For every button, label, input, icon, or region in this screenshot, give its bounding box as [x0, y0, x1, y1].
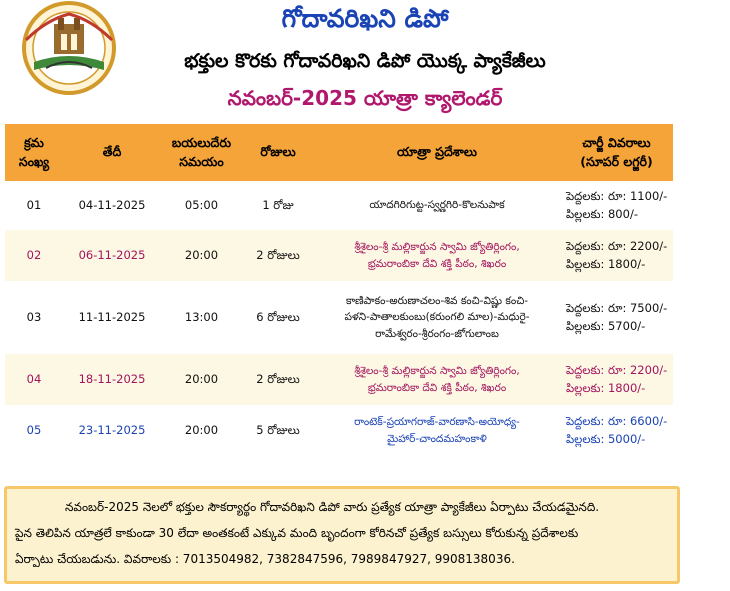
col-header-charges — [560, 124, 673, 181]
packages-subtitle: భక్తుల కొరకు గోదావరిఖని డిపో యొక్క ప్యాకేజీలు — [184, 50, 546, 72]
note-line: పైన తెలిపిన యాత్రలే కాకుండా 30 లేదా అంతకంటే ఎక్కువ మంది బృందంగా కోరినచో ప్రత్యేక బస్సులు కోరుకున్న ప్రదేశాలకు — [15, 526, 579, 540]
col-header-sno — [5, 124, 63, 181]
cell-days: 2 రోజులు — [256, 247, 300, 262]
table-header-row — [5, 124, 673, 181]
place-line: రామేశ్వరం-శ్రీరంగం-జోగులాంబ — [375, 327, 499, 340]
cell-days: 2 రోజులు — [256, 371, 300, 386]
info-note-box — [4, 486, 680, 584]
cell-days: 6 రోజులు — [256, 309, 300, 324]
child-fare: పిల్లలకు: 800/- — [566, 206, 638, 221]
col-header-departure — [161, 124, 242, 181]
child-fare: పిల్లలకు: 1800/- — [566, 256, 646, 271]
col-header-charges-line: (సూపర్ లగ్జరీ) — [580, 153, 653, 169]
cell-days: 5 రోజులు — [256, 422, 300, 437]
table-row — [5, 230, 673, 281]
col-header-departure-line: బయలుదేరు — [171, 135, 232, 151]
cell-places — [314, 405, 560, 456]
adult-fare: పెద్దలకు: రూ: 2200/- — [566, 362, 668, 377]
cell-time: 13:00 — [184, 309, 219, 324]
child-fare: పిల్లలకు: 5700/- — [566, 318, 646, 333]
child-fare: పిల్లలకు: 1800/- — [566, 380, 646, 395]
adult-fare: పెద్దలకు: రూ: 2200/- — [566, 238, 668, 253]
col-header-places: యాత్రా ప్రదేశాలు — [314, 124, 560, 181]
cell-date: 23-11-2025 — [78, 422, 146, 437]
cell-sno: 04 — [26, 371, 42, 386]
cell-places — [314, 230, 560, 281]
cell-places — [314, 354, 560, 405]
adult-fare: పెద్దలకు: రూ: 7500/- — [566, 300, 668, 315]
place-line: మైహార్-చాందమహంకాళి — [387, 432, 487, 445]
child-fare: పిల్లలకు: 5000/- — [566, 431, 646, 446]
col-header-sno-line: క్రమ — [24, 135, 44, 151]
cell-date: 06-11-2025 — [78, 247, 146, 262]
cell-days: 1 రోజు — [262, 197, 294, 212]
col-header-departure-line: సమయం — [179, 153, 224, 169]
place-line: పళని-పాతాలకుంబు(కరుంగలి మాల)-మధురై- — [344, 311, 530, 324]
cell-sno: 02 — [26, 247, 42, 262]
cell-date: 11-11-2025 — [78, 309, 146, 324]
note-line-contacts: ఏర్పాటు చేయబడును. వివరాలకు : 7013504982, 7382847596, 7989847927, 9908138036. — [15, 552, 515, 566]
place-line: శ్రీశైలం-శ్రీ మల్లికార్జున స్వామి జ్యోతిర్లింగం, — [354, 365, 520, 378]
col-header-date: తేదీ — [63, 124, 161, 181]
col-header-sno-line: సంఖ్య — [18, 153, 50, 169]
cell-places — [314, 281, 560, 354]
table-row — [5, 181, 673, 230]
place-line: కాణిపాకం-అరుణాచలం-శివ కంచి-విష్ణు కంచి- — [345, 295, 529, 308]
table-row — [5, 354, 673, 405]
cell-charges — [560, 230, 673, 281]
cell-charges — [560, 354, 673, 405]
cell-charges — [560, 281, 673, 354]
cell-time: 20:00 — [184, 422, 219, 437]
cell-sno: 03 — [26, 309, 42, 324]
adult-fare: పెద్దలకు: రూ: 6600/- — [566, 413, 668, 428]
note-line: నవంబర్-2025 నెలలో భక్తుల సౌకర్యార్థం గోదావరిఖని డిపో వారు ప్రత్యేక యాత్రా ప్యాకేజీలు ఏర్పాటు చేయడమైనది. — [65, 500, 600, 514]
cell-date: 18-11-2025 — [78, 371, 146, 386]
place-line: భ్రమరాంబికా దేవి శక్తి పీఠం, శిఖరం — [367, 257, 507, 270]
place-line: శ్రీశైలం-శ్రీ మల్లికార్జున స్వామి జ్యోతిర్లింగం, — [354, 241, 520, 254]
cell-charges — [560, 405, 673, 456]
table-row — [5, 281, 673, 354]
depot-title: గోదావరిఖని డిపో — [281, 4, 449, 33]
cell-date: 04-11-2025 — [78, 197, 146, 212]
cell-charges — [560, 181, 673, 230]
place-line: యాదగిరిగుట్ట-స్వర్ణగిరి-కొలనుపాక — [369, 199, 505, 212]
cell-places — [314, 181, 560, 230]
cell-time: 20:00 — [184, 371, 219, 386]
col-header-charges-line: చార్జీ వివరాలు — [582, 135, 651, 151]
cell-time: 20:00 — [184, 247, 219, 262]
col-header-days: రోజులు — [242, 124, 314, 181]
place-line: భ్రమరాంబికా దేవి శక్తి పీఠం, శిఖరం — [367, 381, 507, 394]
calendar-title: నవంబర్-2025 యాత్రా క్యాలెండర్ — [227, 86, 503, 110]
place-line: రాంటెక్-ప్రయాగరాజ్-వారణాసి-అయోధ్య- — [354, 416, 520, 429]
cell-sno: 01 — [26, 197, 42, 212]
cell-sno: 05 — [26, 422, 42, 437]
cell-time: 05:00 — [184, 197, 219, 212]
packages-table — [5, 124, 673, 456]
table-row — [5, 405, 673, 456]
adult-fare: పెద్దలకు: రూ: 1100/- — [566, 188, 668, 203]
